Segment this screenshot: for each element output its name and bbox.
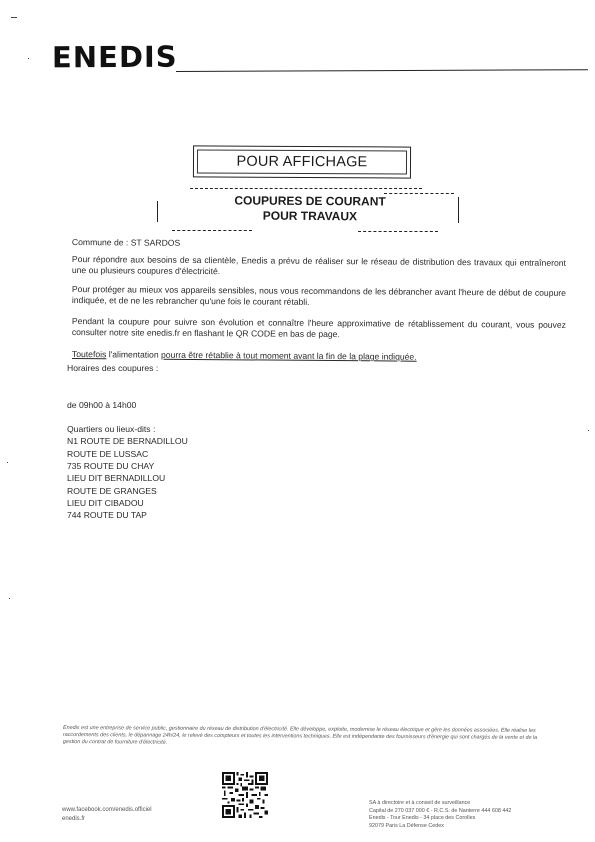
coupures-title [200, 193, 420, 225]
quartier-item: 735 ROUTE DU CHAY [67, 461, 155, 471]
commune-line [72, 237, 566, 252]
quartier-item: 744 ROUTE DU TAP [67, 510, 147, 520]
scan-speck [7, 462, 8, 463]
dash-line-right-bottom [358, 231, 438, 232]
horaires-label: Horaires des coupures : [67, 363, 159, 373]
footer-legal-line: Enedis - Tour Enedis - 34 place des Corolles [369, 815, 476, 822]
bracket-left [157, 201, 163, 222]
footer-left [62, 806, 152, 824]
footer-site-link[interactable]: enedis.fr [62, 816, 86, 822]
footer-social-link[interactable]: www.facebook.com/enedis.officiel [62, 807, 152, 813]
footer-legal-line: 92079 Paris La Défense Cedex [369, 822, 444, 829]
footer-note: Enedis est une entreprise de service public, gestionnaire du réseau de distribution d'électricité. Elle développe, exploite, modernise le réseau électrique et gère les données associées. Elle réalise les raccordements des clients, le dépannage 24h/24, le relevé des compteurs et toutes les interventions techniques. Elle est indépendante des fournisseurs d'énergie qui sont chargés de la vente et de la gestion du contrat de fourniture d'électricité. [62, 725, 538, 747]
coupures-title-line2: POUR TRAVAUX [262, 208, 358, 224]
dash-line-top [190, 188, 422, 189]
coupures-title-line1: COUPURES DE COURANT [234, 193, 386, 209]
scan-speck [11, 17, 17, 18]
scan-speck [28, 58, 29, 59]
affichage-box [193, 145, 411, 178]
notice-part3: pourra être rétablie à tout moment avant la fin de la plage indiquée. [160, 349, 417, 362]
logo-rule [176, 69, 588, 72]
scan-speck [588, 430, 589, 431]
footer-legal-line: Capital de 270 037 000 € - R.C.S. de Nanterre 444 608 442 [369, 807, 512, 814]
quartier-item: LIEU DIT BERNADILLOU [67, 473, 166, 483]
quartier-item: ROUTE DE LUSSAC [67, 449, 149, 459]
paragraph-2: Pour protéger au mieux vos appareils sensibles, nous vous recommandons de les débrancher avant l'heure de début de coupure indiquée, et de ne les rebrancher qu'une fois le courant rétabli. [71, 284, 566, 308]
quartiers-label: Quartiers ou lieux-dits : [67, 424, 156, 434]
enedis-logo: ENEDIS [51, 39, 178, 75]
notice-part2: l'alimentation [106, 349, 162, 360]
scan-speck [9, 598, 10, 599]
paragraph-1: Pour répondre aux besoins de sa clientèle, Enedis a prévu de réaliser sur le réseau de distribution des travaux qui entraîneront une ou plusieurs coupures d'électricité. [71, 254, 566, 277]
commune-label: Commune de : [71, 237, 129, 248]
footer-legal [369, 800, 511, 830]
quartier-item: N1 ROUTE DE BERNADILLOU [67, 436, 188, 446]
horaires-range: de 09h00 à 14h00 [67, 400, 137, 410]
notice-line [72, 349, 566, 364]
quartier-item: ROUTE DE GRANGES [67, 486, 157, 496]
footer-legal-line: SA à directoire et à conseil de surveillance [369, 800, 471, 806]
paragraph-3: Pendant la coupure pour suivre son évolution et connaître l'heure approximative de rétablissement du courant, vous pouvez consulter notre site enedis.fr en flashant le QR CODE en bas de page. [71, 316, 566, 340]
qr-code[interactable] [222, 772, 268, 818]
notice-part1: Toutefois [71, 349, 107, 360]
bracket-right [453, 197, 459, 223]
quartier-item: LIEU DIT CIBADOU [67, 498, 144, 508]
commune-name: ST SARDOS [130, 237, 181, 248]
affichage-title: POUR AFFICHAGE [197, 149, 407, 174]
dash-line-left-bottom [172, 230, 252, 231]
